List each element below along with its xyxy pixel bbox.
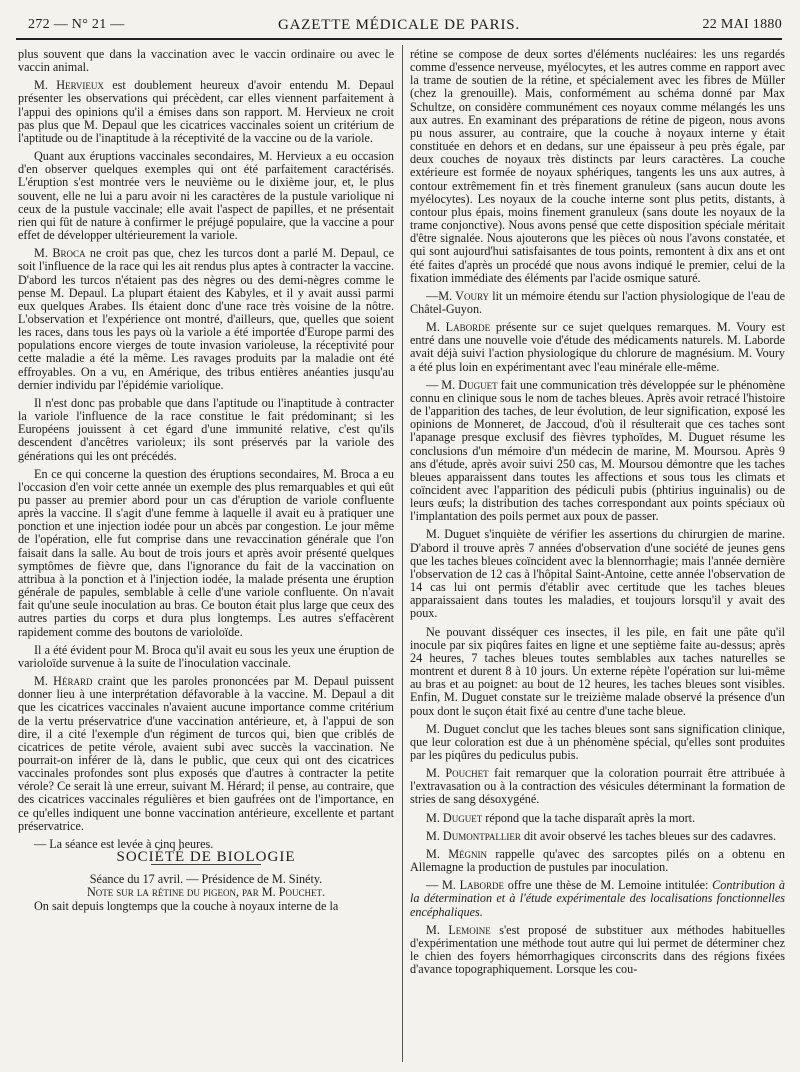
thesis-title: Contribution à la détermination et à l'étude expérimentale des localisations fonctionnelles encéphaliques. (410, 878, 785, 919)
speaker-name: M. Laborde (426, 320, 491, 335)
left-column (18, 48, 394, 913)
paragraph-text: fait remarquer que la coloration pourrait être attribuée à l'extravasation ou à la contraction des vésicules déterminant la formation de stries de sang désoxygéné. (410, 766, 786, 807)
right-column (410, 48, 785, 976)
paragraph-text: offre une thèse de M. Lemoine intitulée: (504, 878, 713, 893)
paragraph-text: répond que la tache disparaît après la mort. (482, 810, 696, 825)
speaker-name: —M. Voury (426, 288, 489, 303)
paragraph (410, 812, 785, 825)
speaker-name: M. Duguet (426, 810, 483, 825)
speaker-name: M. Pouchet (426, 766, 489, 781)
paragraph (410, 321, 785, 374)
paragraph: Quant aux éruptions vaccinales secondaires, M. Hervieux a eu occasion d'en observer quelques exemples qui ont été parfaitement caractérisés. L'éruption s'est montrée vers le neuvième ou le dixième jour, et, le plus souvent, elle ne lui a paru avoir ni les caractères de la pustule variolique ni ceux de la pustule vaccinale; elle avait l'aspect de papilles, et ne présentait rien qui fût de nature à confirmer le préjugé populaire, que la vaccine a pour effet de développer ultérieurement la variole. (18, 149, 394, 243)
paragraph-text: ne croit pas que, chez les turcos dont a parlé M. Depaul, ce soit l'influence de la race qui les ait rendus plus aptes à contracter la vaccine. D'abord les turcos n'étaient pas des nègres ou des demi-nègres comme le pense M. Depaul. La plupart étaient des Kabyles, et il y avait aussi parmi eux quelques Arabes. Ils étaient donc d'une race très voisine de la nôtre. L'observation et l'expérience ont montré, d'ailleurs, que, quelles que soient les races, dans tous les pays où la variole a été importée d'Europe parmi des populations encore vierges de toute invasion varioleuse, la réceptivité pour cette maladie a été la même. Les ravages produits par la maladie ont été effroyables. On a vu, en Amérique, des tribus entières anéanties jusqu'au dernier individu par l'épidémie variolique. (18, 246, 394, 392)
paragraph: plus souvent que dans la vaccination avec le vaccin ordinaire ou avec le vaccin animal. (18, 47, 394, 75)
paragraph (410, 767, 785, 806)
speaker-name: M. Dumontpallier (426, 828, 521, 843)
paragraph-text: craint que les paroles prononcées par M. Depaul puissent donner lieu à une interprétation défavorable à la vaccine. M. Depaul a dit que les cicatrices vaccinales n'avaient aucune importance comme critérium de la vertu préservatrice d'une vaccination antérieure, et, à l'appui de son dire, il a cité l'exemple d'un régiment de turcos qui, bien que criblés de cicatrices de petite vérole, avaient subi avec succès la vaccination. Ne pourrait-on inférer de là, dans le public, que ceux qui ont des cicatrices vaccinales profondes sont plus exposés que d'autres à contracter la petite vérole? Ce serait là une erreur, suivant M. Hérard; il pense, au contraire, que des cicatrices vaccinales régulières et bien gaufrées ont de l'importance, en ce qu'elles indiquent une bonne vaccination antérieure, excellente et partant préservatrice. (18, 674, 394, 833)
section-title: SOCIÉTÉ DE BIOLOGIE (116, 849, 296, 866)
paragraph-text: s'est proposé de substituer aux méthodes habituelles d'expérimentation une méthode tout autre qui lui permet de déterminer chez le chien des foyers hémorrhagiques circonscrits dans des régions fixées d'avance topographiquement. Lorsque les cou- (410, 922, 786, 977)
paragraph: Ne pouvant disséquer ces insectes, il les pile, en fait une pâte qu'il inocule par six piqûres faites en ligne et une septième faite au-dessus; après 24 heures, 7 taches bleues toutes semblables aux taches naturelles se montrent et durent 8 à 10 jours. Un externe répète l'opération sur lui-même au bras et au poignet: au bout de 12 heures, les taches bleues sont visibles. Enfin, M. Duguet constate sur le treizième malade observé la présence d'un poux dont le suçon était fixé au centre d'une tache bleue. (410, 624, 785, 718)
paragraph-text: présente sur ce sujet quelques remarques. M. Voury est entré dans une nouvelle voie d'étude des médicaments naturels. M. Laborde avait déjà suivi l'action physiologique du chlorure de magnésium. M. Voury a été plus loin en expérimentant avec l'eau minérale elle-même. (410, 320, 785, 374)
paragraph (410, 290, 785, 316)
header-rule (16, 38, 782, 40)
paragraph-text: dit avoir observé les taches bleues sur des cadavres. (520, 828, 777, 843)
paragraph-text: rappelle qu'avec des sarcoptes pilés on a obtenu en Allemagne la production de pustules par inoculation. (410, 846, 785, 875)
paragraph (410, 379, 785, 524)
page-number: 272 — N° 21 — (28, 17, 125, 32)
speaker-name: M. Hérard (34, 674, 93, 689)
speaker-name: — M. Laborde (426, 878, 505, 893)
paragraph: On sait depuis longtemps que la couche à noyaux interne de la (34, 898, 339, 913)
paragraph: M. Duguet conclut que les taches bleues sont sans signification clinique, que leur coloration est due à un phénomène spécial, qu'elles sont produites par les piqûres du pediculus pubis. (410, 721, 785, 762)
column-divider (402, 45, 403, 1062)
paragraph (18, 675, 394, 833)
speaker-name: M. Broca (34, 246, 86, 261)
paragraph-text: fait une communication très développée sur le phénomène connu en clinique sous le nom de taches bleues. Après avoir retracé l'histoire de l'apparition des taches, de leur évolution, de leur signification, exposé les opinions de Monneret, de Jaccoud, d'où il résulterait que ces taches sont l'apanage presque exclusif des fièvres typhoïdes, M. Duguet résume les conclusions d'un mémoire d'un médecin de marine, M. Moursou. Après 9 ans d'étude, après avoir suivi 250 cas, M. Moursou démontre que les taches bleues apparaissent dans toutes les affections et sous tous les climats et coïncident avec l'apparition des pédiculi pubis (phtirius inguinalis) ou de leurs œufs; la distribution des taches correspondant aux points spéciaux où l'implantation des poils permet aux poux de passer. (410, 377, 785, 524)
speaker-name: M. Lemoine (426, 922, 491, 937)
paragraph: — La séance est levée à cinq heures. (34, 836, 214, 851)
page-header (16, 14, 782, 38)
paragraph-text: est doublement heureux d'avoir entendu M. Depaul présenter les observations qui précèdent, car elles viennent parfaitement à l'appui des opinions qu'il a émises dans son rapport. M. Hervieux ne croit pas plus que M. Depaul que les cicatrices vaccinales soient un critérium de l'aptitude ou de l'inaptitude à la réceptivité de la vaccine ou de la variole. (18, 78, 394, 145)
note-title: Note sur la rétine du pigeon, par M. Pouchet. (86, 885, 326, 900)
paragraph (410, 848, 785, 874)
paragraph: Il a été évident pour M. Broca qu'il avait eu sous les yeux une éruption de varioloïde survenue à la suite de l'inoculation vaccinale. (18, 642, 394, 670)
speaker-name: M. Hervieux (34, 78, 104, 93)
paragraph (18, 79, 394, 145)
paragraph (410, 924, 785, 977)
paragraph (18, 247, 394, 392)
paragraph: M. Duguet s'inquiète de vérifier les assertions du chirurgien de marine. D'abord il trouve après 7 années d'observation d'une société de jeunes gens que les taches bleues coïncident avec la blennorrhagie; mais l'année dernière l'observation de 12 cas à l'hôpital Saint-Antoine, cette année l'observation de 14 cas lui ont permis d'établir avec certitude que les taches bleues apparaissaient dans toutes les maladies, et toujours lorsqu'il y avait des poux. (410, 527, 785, 621)
paragraph: En ce qui concerne la question des éruptions secondaires, M. Broca a eu l'occasion d'en voir cette année un exemple des plus remarquables et qui eût pu passer au premier abord pour un cas d'éruption de variole confluente après la vaccine. Il s'agit d'une femme à laquelle il avait eu à pratiquer une ponction et une injection iodée pour un abcès par congestion. Le jour même de l'opération, elle fut comprise dans une revaccination générale que l'on faisait dans la salle. Au bout de trois jours et après avoir présenté quelques symptômes de fièvre que, dans l'ignorance du fait de la vaccination on attribua à la ponction et à l'injection iodée, la malade présenta une éruption générale de papules, semblable à celle d'une variole confluente. On n'avait fait qu'une seule inoculation au bras. Ce bouton était plus large que ceux des autres parties du corps et dura plus longtemps. Les autres s'effacèrent rapidement comme des boutons de varioloïde. (18, 466, 394, 639)
session-line: Séance du 17 avril. — Présidence de M. Sinéty. (89, 872, 323, 887)
paragraph-text: lit un mémoire étendu sur l'action physiologique de l'eau de Châtel-Guyon. (410, 288, 785, 316)
paragraph (410, 879, 785, 918)
speaker-name: M. Mégnin (426, 846, 488, 861)
paragraph: rétine se compose de deux sortes d'éléments nucléaires: les uns regardés comme d'essence nerveuse, myélocytes, et les autres comme en rapport avec la trame de soutien de la rétine, et spécialement avec les fibres de Müller (chez la grenouille). Mais, conformément au schéma donné par Max Schultze, on considère communément ces noyaux comme mélangés les uns aux autres. En examinant des préparations de rétine de pigeon, nous avons pu nous assurer, au contraire, que la couche à noyaux interne y était constituée en dehors et en dedans, sur une épaisseur à peu près égale, par deux couches de noyaux très distincts par leurs caractères. La couche extérieure est formée de noyaux sphériques, tangents les uns aux autres, à contour extrêmement fin et très finement granuleux (sans aucun doute les myélocytes). Les noyaux de la couche interne sont plus petits, distants, à contour plus épais, moins finement granuleux (sans doute les noyaux de la trame conjonctive). Nous avons pensé que cette disposition spéciale méritait d'être signalée. Nous ajouterons que les pièces où nous l'avons constatée, et qui sont aujourd'hui satisfaisantes de tous points, remontent à dix ans et ont été faites d'après un procédé que nous avons indiqué le premier, celui de la fixation immédiate des éléments par l'acide osmique saturé. (410, 47, 785, 285)
speaker-name: — M. Duguet (426, 377, 498, 392)
journal-title: GAZETTE MÉDICALE DE PARIS. (278, 17, 520, 33)
paragraph (410, 830, 785, 843)
paragraph: Il n'est donc pas probable que dans l'aptitude ou l'inaptitude à contracter la variole l'influence de la race constitue le fait prédominant; si les Européens jouissent à cet égard d'une immunité relative, c'est qu'ils descendent d'ancêtres varioleux; ils sont préservés par la variole des générations qui les ont précédés. (18, 395, 394, 463)
issue-date: 22 MAI 1880 (702, 17, 782, 32)
